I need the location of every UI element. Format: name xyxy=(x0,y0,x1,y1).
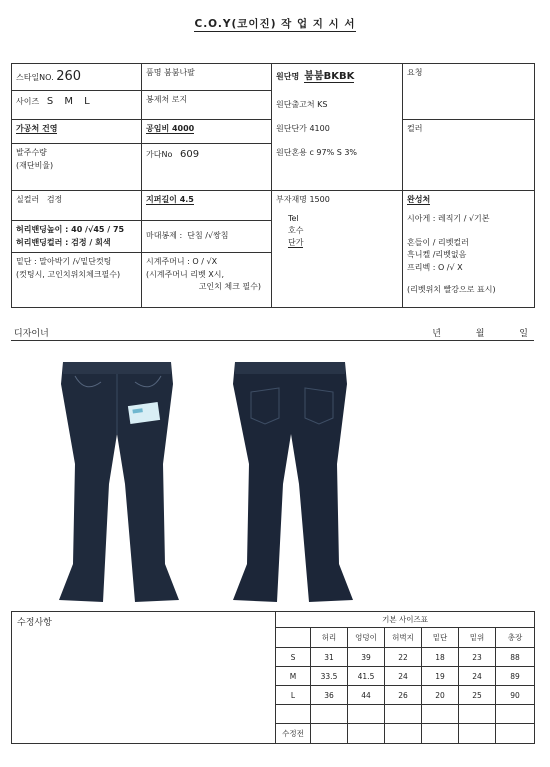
document-title: C.O.Y(코이진) 작 업 지 시 서 xyxy=(194,18,356,30)
request-cell: 요청 xyxy=(403,64,535,120)
revised-label: 수정전 xyxy=(276,724,311,744)
order-cell: 발주수량 (재단비율) xyxy=(12,144,142,191)
item-name: 품명 붐붐나팔 xyxy=(142,64,272,91)
sewing-cell: 봉제처 로지 xyxy=(142,91,272,120)
size-cell: 사이즈 S M L xyxy=(12,91,142,120)
hem-cell: 밑단 : 말아박기 /√밑단컷팅 (컷팅시, 고인치위치체크필수) xyxy=(12,253,142,308)
table-row: L 36 44 26 20 25 90 xyxy=(12,686,535,705)
designer-label: 디자이너 xyxy=(14,329,49,339)
thread-cell: 실컬러 검정 xyxy=(12,191,142,221)
size-table: 수정사항 기본 사이즈표 허리 엉덩이 허벅지 밑단 밑위 총장 S 31 39 22 18 23 88 M 33.5 41.5 24 19 24 89 L 36 44 26 20 25 90 수정전 xyxy=(11,611,535,744)
designer-row xyxy=(11,324,534,341)
revision-label: 수정사항 xyxy=(12,612,276,744)
size-chart-title: 기본 사이즈표 xyxy=(276,612,535,628)
processor-cell: 가공처 건영 xyxy=(12,120,142,144)
price-cell: 가다No 609 xyxy=(142,144,272,191)
jeans-back-image xyxy=(221,354,361,604)
finished-cell: 완성처 시아게 : 레직기 / √기본 혼들이 / 리벳컬러 흑니켈 /리벳없음 프리벡 : O /√ X (리벳위치 빨강으로 표시) xyxy=(403,191,535,308)
labor-cell: 공임비 4000 xyxy=(142,120,272,144)
waistband-cell: 허리밴딩높이 : 40 /√45 / 75 허리밴딩컬러 : 검정 / 회색 xyxy=(12,221,142,253)
watch-pocket-cell: 시계주머니 : O / √X (시계주머니 리벳 X시, 고인치 체크 필수) xyxy=(142,253,272,308)
aux-cell: 부자재명 1500 Tel 호수 단가 xyxy=(272,191,403,308)
finish-sewing-cell: 마대봉제 : 단침 /√쌍침 xyxy=(142,221,272,253)
table-row: M 33.5 41.5 24 19 24 89 xyxy=(12,667,535,686)
spec-table xyxy=(11,63,535,308)
style-cell: 스타일NO. 260 xyxy=(12,64,142,91)
date-label: 년 월 일 xyxy=(432,329,528,339)
fabric-cell: 원단명 붐붐BKBK 원단출고처 KS 원단단가 4100 원단혼용 c 97% S 3% xyxy=(272,64,403,191)
product-photos xyxy=(11,340,534,610)
zipper-cell: 지퍼길이 4.5 xyxy=(142,191,272,221)
color-cell: 컬러 xyxy=(403,120,535,191)
table-row: S 31 39 22 18 23 88 xyxy=(12,648,535,667)
jeans-front-image xyxy=(51,354,191,604)
